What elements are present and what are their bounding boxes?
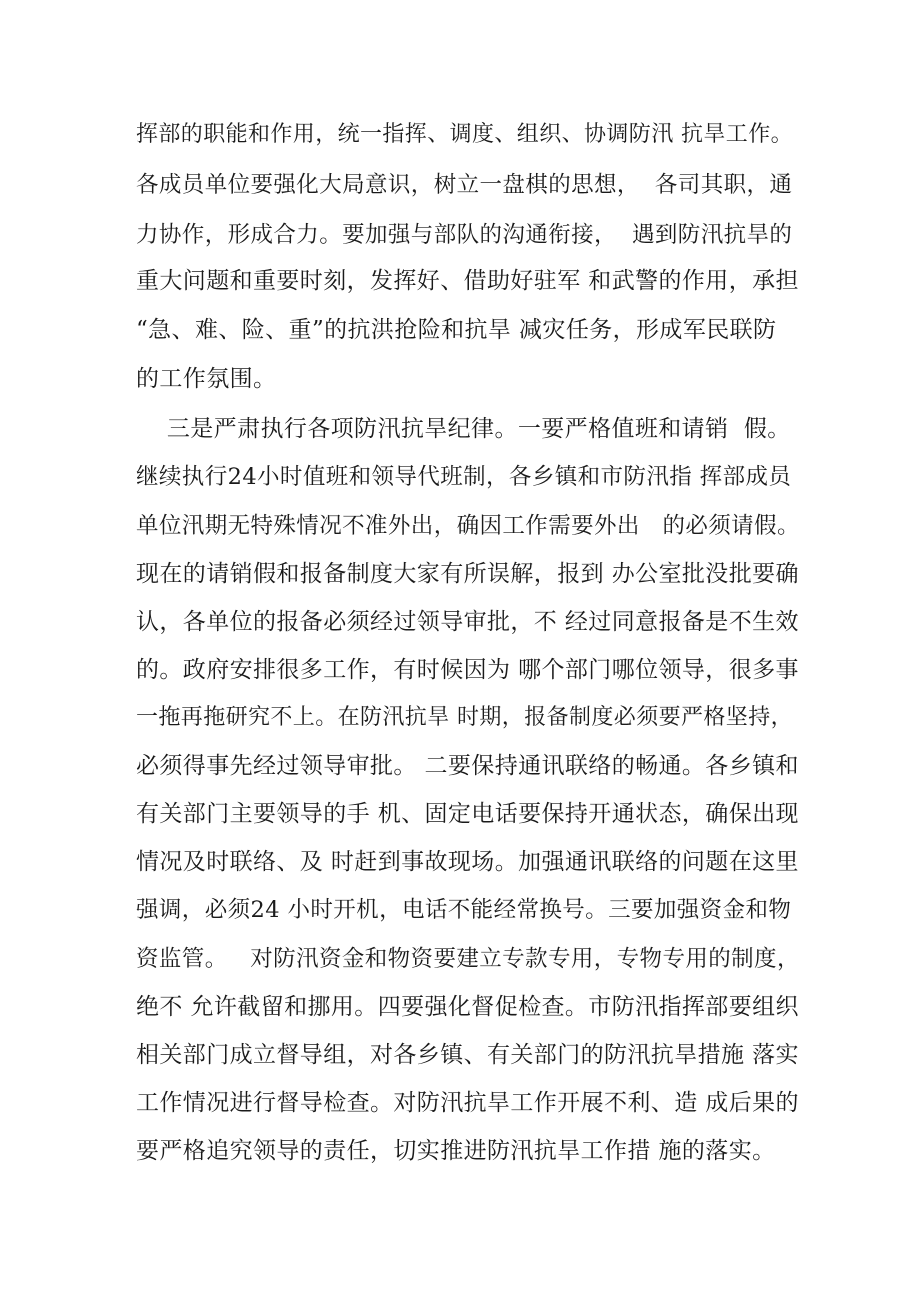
text-line: 继续执行24小时值班和领导代班制，各乡镇和市防汛指 挥部成员	[136, 464, 792, 490]
text-line: 三是严肃执行各项防汛抗旱纪律。一要严格值班和请销 假。	[136, 416, 791, 442]
text-line: 力协作，形成合力。要加强与部队的沟通衔接， 遇到防汛抗旱的	[136, 222, 793, 248]
text-line: 的。政府安排很多工作，有时候因为 哪个部门哪位领导，很多事	[136, 657, 799, 683]
text-line: 情况及时联络、及 时赶到事故现场。加强通讯联络的问题在这里	[136, 849, 799, 875]
text-line: “急、难、险、重”的抗洪抢险和抗旱 减灾任务，形成军民联防	[136, 317, 777, 343]
text-line: 一拖再拖研究不上。在防汛抗旱 时期，报备制度必须要严格坚持，	[136, 705, 793, 730]
text-line: 工作情况进行督导检查。对防汛抗旱工作开展不利、造 成后果的	[136, 1090, 799, 1116]
text-line: 挥部的职能和作用，统一指挥、调度、组织、协调防汛 抗旱工作。	[136, 122, 793, 147]
text-line: 相关部门成立督导组，对各乡镇、有关部门的防汛抗旱措施 落实	[136, 1042, 799, 1068]
text-line: 的工作氛围。	[136, 366, 277, 392]
text-line: 必须得事先经过领导审批。 二要保持通讯联络的畅通。各乡镇和	[136, 753, 799, 779]
text-line: 有关部门主要领导的手 机、固定电话要保持开通状态，确保出现	[136, 801, 799, 827]
text-line: 强调，必须24 小时开机，电话不能经常换号。三要加强资金和物	[136, 897, 792, 923]
text-line: 资监管。 对防汛资金和物资要建立专款专用，专物专用的制度，	[136, 946, 800, 972]
text-line: 认，各单位的报备必须经过领导审批，不 经过同意报备是不生效	[136, 609, 799, 635]
text-line: 现在的请销假和报备制度大家有所误解，报到 办公室批没批要确	[136, 561, 799, 587]
text-line: 单位汛期无特殊情况不准外出，确因工作需要外出 的必须请假。	[136, 513, 800, 539]
text-line: 重大问题和重要时刻，发挥好、借助好驻军 和武警的作用，承担	[136, 268, 799, 294]
text-line: 各成员单位要强化大局意识，树立一盘棋的思想， 各司其职，通	[136, 172, 793, 198]
text-line: 要严格追究领导的责任，切实推进防汛抗旱工作措 施的落实。	[136, 1138, 776, 1164]
text-line: 绝不 允许截留和挪用。四要强化督促检查。市防汛指挥部要组织	[136, 994, 799, 1020]
